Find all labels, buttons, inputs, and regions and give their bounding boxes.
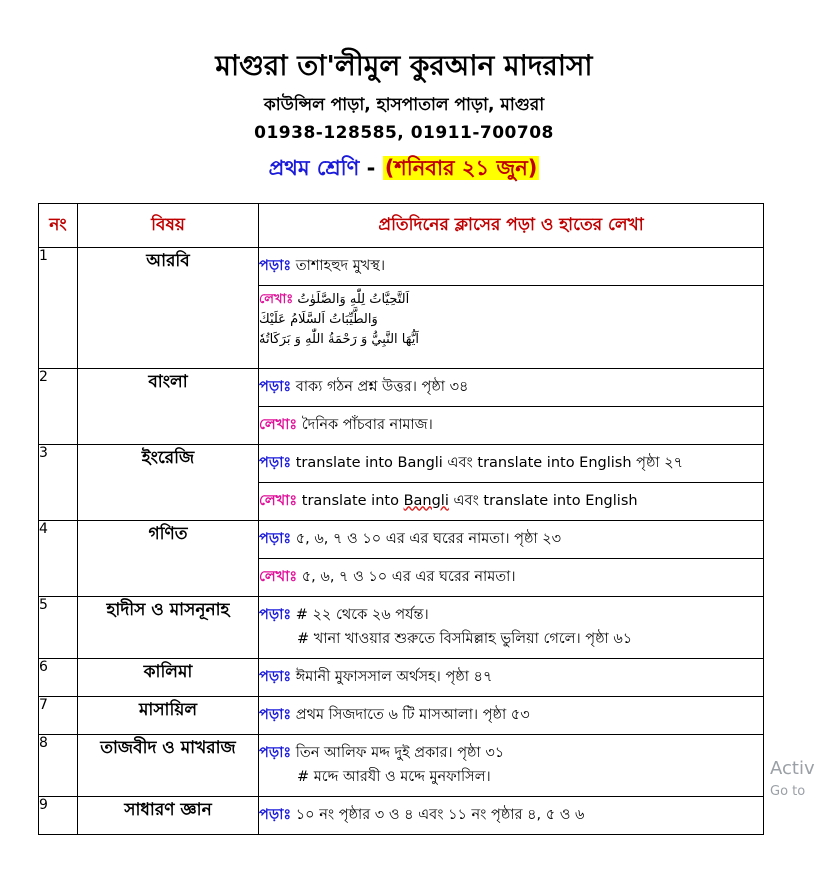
write-cell <box>259 483 764 521</box>
row-number: 6 <box>39 659 78 697</box>
activation-watermark: Activ <box>770 758 815 779</box>
table-row <box>39 797 764 835</box>
read-cell <box>259 735 764 797</box>
table-row <box>39 521 764 559</box>
row-number: 4 <box>39 521 78 597</box>
table-row <box>39 697 764 735</box>
read-text: translate into Bangli এবং translate into English পৃষ্ঠা ২৭ <box>295 454 684 471</box>
class-date: (শনিবার ২১ জুন) <box>384 156 538 180</box>
read-cell <box>259 597 764 659</box>
header-content: প্রতিদিনের ক্লাসের পড়া ও হাতের লেখা <box>259 204 764 248</box>
table-header-row <box>39 204 764 248</box>
row-number: 5 <box>39 597 78 659</box>
row-subject: হাদীস ও মাসনূনাহ <box>78 597 259 659</box>
row-subject: মাসায়িল <box>78 697 259 735</box>
row-subject: ইংরেজি <box>78 445 259 521</box>
read-cell <box>259 521 764 559</box>
school-name: মাগুরা তা'লীমুল কুরআন মাদরাসা <box>215 49 593 82</box>
routine-table <box>38 203 764 835</box>
row-subject: তাজবীদ ও মাখরাজ <box>78 735 259 797</box>
read-label: পড়াঃ <box>259 668 292 685</box>
write-label: লেখাঃ <box>259 568 298 585</box>
arabic-line-3: اَيُّهَا النَّبِيُّ وَ رَحْمَةُ اللّٰهِ وَ بَرَكَاتُهٗ <box>259 332 419 347</box>
read-label: পড়াঃ <box>259 744 292 761</box>
write-label: লেখাঃ <box>259 292 294 307</box>
school-address: কাউন্সিল পাড়া, হাসপাতাল পাড়া, মাগুরা <box>263 95 545 115</box>
misspelled-word: Bangli <box>403 492 449 509</box>
read-cell <box>259 369 764 407</box>
table-row <box>39 597 764 659</box>
row-number: 1 <box>39 248 78 369</box>
write-label: লেখাঃ <box>259 492 298 509</box>
header-subject: বিষয় <box>78 204 259 248</box>
read-cell <box>259 697 764 735</box>
read-label: পড়াঃ <box>259 706 292 723</box>
write-text-pre: translate into <box>301 492 404 509</box>
read-cell <box>259 248 764 286</box>
write-cell <box>259 286 764 369</box>
read-text: প্রথম সিজদাতে ৬ টি মাসআলা। পৃষ্ঠা ৫৩ <box>295 706 530 723</box>
read-text: # ২২ থেকে ২৬ পর্যন্ত। <box>295 606 429 623</box>
read-cell <box>259 445 764 483</box>
write-cell <box>259 407 764 445</box>
read-label: পড়াঃ <box>259 530 292 547</box>
table-row <box>39 735 764 797</box>
class-name: প্রথম শ্রেণি <box>268 156 360 180</box>
write-label: লেখাঃ <box>259 416 298 433</box>
row-number: 8 <box>39 735 78 797</box>
read-text: বাক্য গঠন প্রশ্ন উত্তর। পৃষ্ঠা ৩৪ <box>295 378 469 395</box>
read-cell <box>259 659 764 697</box>
read-label: পড়াঃ <box>259 454 292 471</box>
row-subject: গণিত <box>78 521 259 597</box>
table-row <box>39 659 764 697</box>
read-label: পড়াঃ <box>259 378 292 395</box>
write-text: দৈনিক পাঁচবার নামাজ। <box>301 416 433 433</box>
phone-numbers: 01938-128585, 01911-700708 <box>254 123 554 143</box>
row-number: 2 <box>39 369 78 445</box>
read-label: পড়াঃ <box>259 257 292 274</box>
write-cell <box>259 559 764 597</box>
read-label: পড়াঃ <box>259 606 292 623</box>
header-no: নং <box>39 204 78 248</box>
row-subject: কালিমা <box>78 659 259 697</box>
separator-dash: - <box>359 156 383 180</box>
row-number: 9 <box>39 797 78 835</box>
read-text: তাশাহহুদ মুখস্থ। <box>295 257 386 274</box>
read-text-2: # খানা খাওয়ার শুরুতে বিসমিল্লাহ ভুলিয়া গেলে। পৃষ্ঠা ৬১ <box>297 630 633 647</box>
table-row <box>39 248 764 286</box>
table-row <box>39 445 764 483</box>
read-label: পড়াঃ <box>259 806 292 823</box>
row-subject: আরবি <box>78 248 259 369</box>
read-cell <box>259 797 764 835</box>
arabic-line-2: وَالطَّيِّبَاتُ اَلسَّلَامُ عَلَيْكَ <box>259 312 378 327</box>
read-text-2: # মদ্দে আরযী ও মদ্দে মুনফাসিল। <box>297 768 491 785</box>
read-text: ১০ নং পৃষ্ঠার ৩ ও ৪ এবং ১১ নং পৃষ্ঠার ৪, ৫ ও ৬ <box>295 806 585 823</box>
class-date-line <box>0 152 808 187</box>
row-subject: বাংলা <box>78 369 259 445</box>
activation-watermark-sub: Go to <box>770 784 806 799</box>
write-text: ৫, ৬, ৭ ও ১০ এর এর ঘরের নামতা। <box>301 568 516 585</box>
read-text: ৫, ৬, ৭ ও ১০ এর এর ঘরের নামতা। পৃষ্ঠা ২৩ <box>295 530 562 547</box>
row-number: 3 <box>39 445 78 521</box>
table-row <box>39 369 764 407</box>
arabic-line-1: اَلتَّحِيَّاتُ لِلّٰهِ وَالصَّلَوٰتُ <box>297 292 410 307</box>
write-text-post: এবং translate into English <box>448 492 638 509</box>
read-text: তিন আলিফ মদ্দ দুই প্রকার। পৃষ্ঠা ৩১ <box>295 744 505 761</box>
row-number: 7 <box>39 697 78 735</box>
read-text: ঈমানী মুফাসসাল অর্থসহ। পৃষ্ঠা ৪৭ <box>295 668 493 685</box>
row-subject: সাধারণ জ্ঞান <box>78 797 259 835</box>
